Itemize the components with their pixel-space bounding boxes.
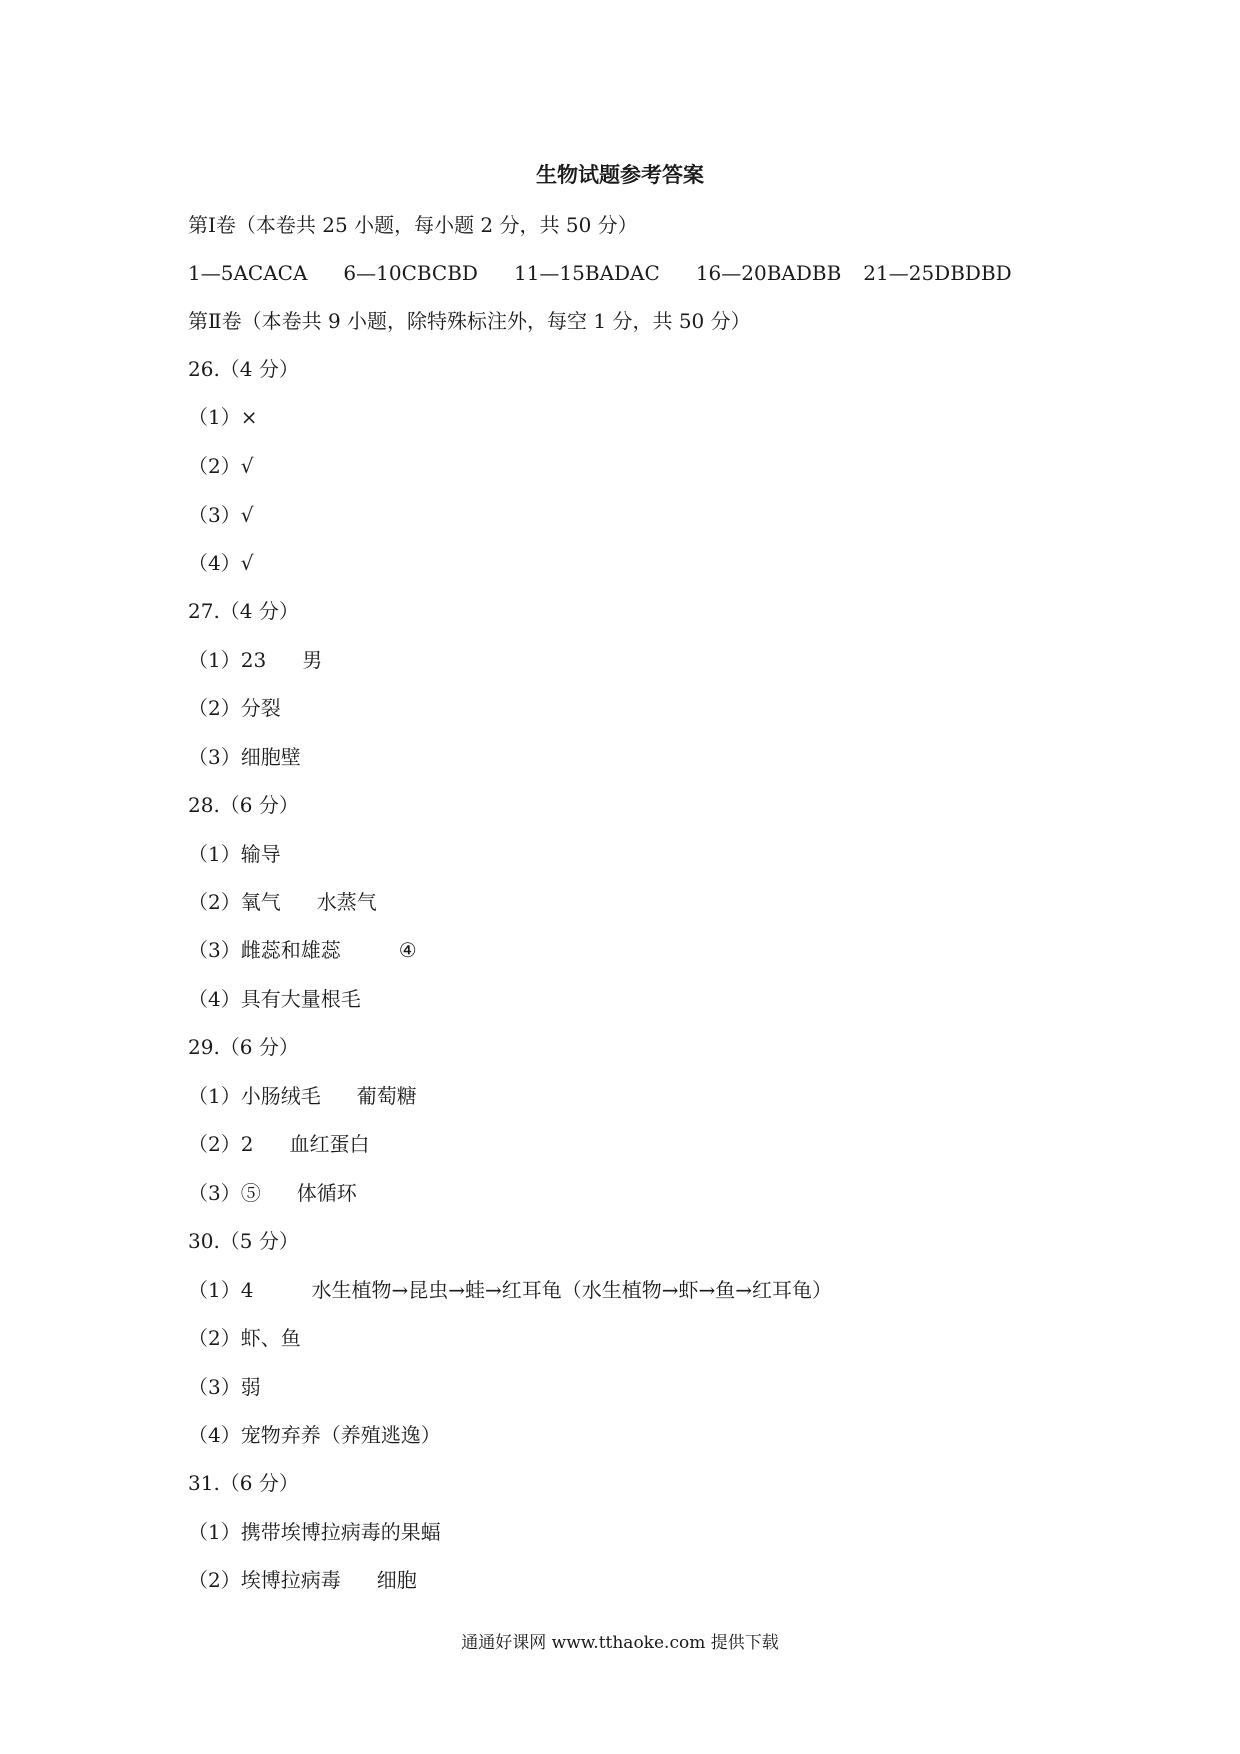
answer-part: （1）23 xyxy=(188,648,267,672)
answer-part: 水生植物→昆虫→蛙→红耳龟（水生植物→虾→鱼→红耳龟） xyxy=(311,1278,832,1302)
q31-answer-2 xyxy=(188,1565,417,1595)
part1-answers xyxy=(188,258,1012,288)
part2-heading: 第Ⅱ卷（本卷共 9 小题，除特殊标注外，每空 1 分，共 50 分） xyxy=(188,309,751,333)
q29-answer-1 xyxy=(188,1081,417,1111)
q27-answer-1 xyxy=(188,645,322,675)
answer-group: 6—10CBCBD xyxy=(343,261,478,285)
answer-part: （2）埃博拉病毒 xyxy=(188,1568,341,1592)
answer-part: （2）2 xyxy=(188,1132,254,1156)
q31-answer-1: （1）携带埃博拉病毒的果蝠 xyxy=(188,1520,441,1544)
answer-group: 16—20BADBB xyxy=(695,261,842,285)
answer-part: （3）⑤ xyxy=(188,1181,261,1205)
answer-part: 血红蛋白 xyxy=(289,1132,370,1156)
q27-answer-2: （2）分裂 xyxy=(188,696,281,720)
answer-part: 葡萄糖 xyxy=(356,1084,417,1108)
answer-part: 细胞 xyxy=(376,1568,417,1592)
answer-part: 体循环 xyxy=(296,1181,357,1205)
answer-group: 21—25DBDBD xyxy=(863,261,1012,285)
part1-heading: 第Ⅰ卷（本卷共 25 小题，每小题 2 分，共 50 分） xyxy=(188,213,638,237)
q26-answer-1: （1）× xyxy=(188,405,258,429)
q28-answer-4: （4）具有大量根毛 xyxy=(188,987,361,1011)
q30-answer-2: （2）虾、鱼 xyxy=(188,1326,301,1350)
answer-part: （1）小肠绒毛 xyxy=(188,1084,321,1108)
answer-part: （3）雌蕊和雄蕊 xyxy=(188,938,341,962)
q29-answer-2 xyxy=(188,1129,369,1159)
q26-head: 26.（4 分） xyxy=(188,357,299,381)
q26-answer-3: （3）√ xyxy=(188,503,254,527)
answer-part: （2）氧气 xyxy=(188,890,281,914)
q31-head: 31.（6 分） xyxy=(188,1471,299,1495)
q26-answer-4: （4）√ xyxy=(188,551,254,575)
answer-part: 男 xyxy=(302,648,323,672)
q27-head: 27.（4 分） xyxy=(188,599,299,623)
page-title: 生物试题参考答案 xyxy=(536,163,704,187)
page-footer: 通通好课网 www.tthaoke.com 提供下载 xyxy=(461,1633,779,1653)
answer-group: 11—15BADAC xyxy=(513,261,660,285)
q28-answer-2 xyxy=(188,887,377,917)
q29-answer-3 xyxy=(188,1178,357,1208)
answer-group: 1—5ACACA xyxy=(188,261,308,285)
q30-answer-4: （4）宠物弃养（养殖逃逸） xyxy=(188,1423,441,1447)
q30-head: 30.（5 分） xyxy=(188,1229,299,1253)
q28-head: 28.（6 分） xyxy=(188,793,299,817)
q28-answer-1: （1）输导 xyxy=(188,842,281,866)
answer-part: （1）4 xyxy=(188,1278,254,1302)
q26-answer-2: （2）√ xyxy=(188,454,254,478)
q28-answer-3 xyxy=(188,935,417,965)
q30-answer-3: （3）弱 xyxy=(188,1375,261,1399)
q30-answer-1 xyxy=(188,1275,832,1305)
answer-part: ④ xyxy=(398,938,417,962)
answer-part: 水蒸气 xyxy=(316,890,377,914)
q29-head: 29.（6 分） xyxy=(188,1035,299,1059)
q27-answer-3: （3）细胞壁 xyxy=(188,745,301,769)
